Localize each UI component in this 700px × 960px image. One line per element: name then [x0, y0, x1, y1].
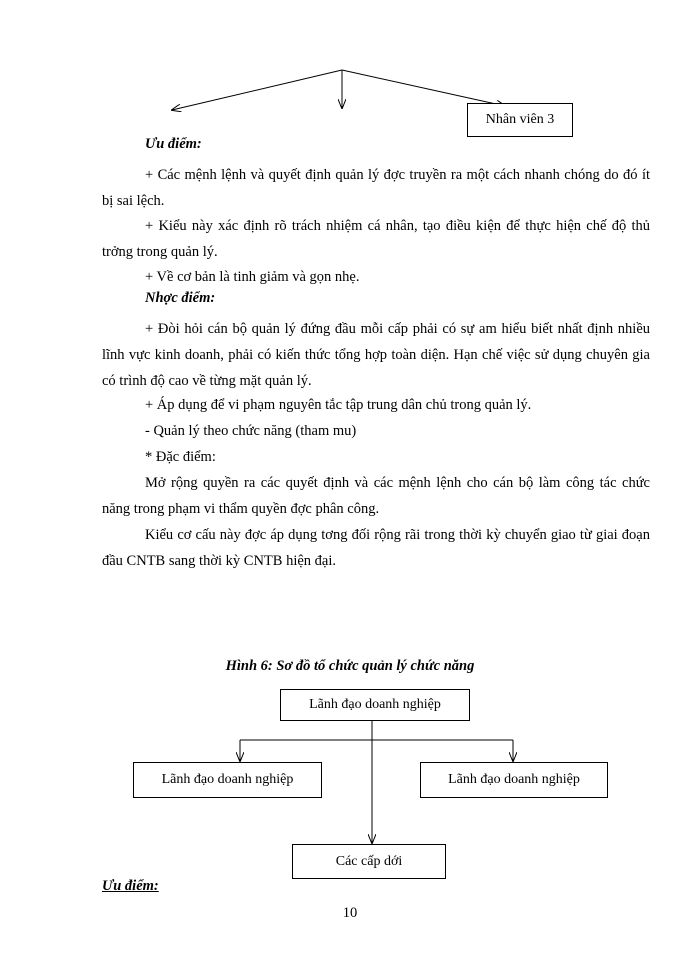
feature-label: * Đặc điểm:: [145, 449, 216, 465]
advantages-heading: Ưu điểm:: [145, 136, 202, 152]
top-connector-left: [172, 70, 342, 110]
employee-3-label: Nhân viên 3: [485, 112, 555, 127]
fig6-bottom-box-label: Các cấp dới: [335, 853, 403, 869]
disadvantage-1: + Đòi hỏi cán bộ quản lý đứng đầu mỗi cấp phải có sự am hiểu biết nhất định nhiều lĩnh vực kinh doanh, phải có kiến thức tổng hợp toàn diện. Hạn chế việc sử dụng chuyên gia có trình độ cao về từng mặt quản lý.: [102, 321, 650, 389]
feature-paragraph-2: Kiểu cơ cấu này đợc áp dụng tơng đối rộng rãi trong thời kỳ chuyển giao từ giai đoạn đầu CNTB sang thời kỳ CNTB hiện đại.: [102, 527, 650, 569]
fig6-top-box: [280, 689, 470, 721]
advantage-3: + Về cơ bản là tinh giảm và gọn nhẹ.: [145, 269, 360, 285]
fig6-bottom-box: [292, 844, 446, 879]
advantage-2: + Kiểu này xác định rõ trách nhiệm cá nhân, tạo điều kiện để thực hiện chế độ thủ trởng trong quản lý.: [102, 218, 650, 260]
functional-management-title: - Quản lý theo chức năng (tham mu): [145, 423, 357, 439]
bottom-advantages-heading: Ưu điểm:: [102, 878, 159, 894]
figure-6-caption: Hình 6: Sơ đồ tổ chức quản lý chức năng: [225, 658, 475, 674]
fig6-top-box-label: Lãnh đạo doanh nghiệp: [309, 697, 441, 712]
advantage-1: + Các mệnh lệnh và quyết định quản lý đợc truyền ra một cách nhanh chóng do đó ít bị sai lệch.: [102, 167, 650, 209]
employee-3-box: [467, 103, 573, 137]
fig6-right-box: [420, 762, 608, 798]
fig6-right-box-label: Lãnh đạo doanh nghiệp: [448, 772, 580, 787]
top-connector-right: [342, 70, 505, 106]
fig6-left-box: [133, 762, 322, 798]
feature-paragraph-1: Mở rộng quyền ra các quyết định và các mệnh lệnh cho cán bộ làm công tác chức năng trong phạm vi thẩm quyền đợc phân công.: [102, 475, 650, 517]
disadvantage-2: + Áp dụng để vi phạm nguyên tắc tập trung dân chủ trong quản lý.: [145, 397, 532, 413]
page-number: 10: [342, 905, 358, 921]
fig6-left-box-label: Lãnh đạo doanh nghiệp: [161, 772, 294, 787]
disadvantages-heading: Nhợc điểm:: [145, 290, 216, 306]
